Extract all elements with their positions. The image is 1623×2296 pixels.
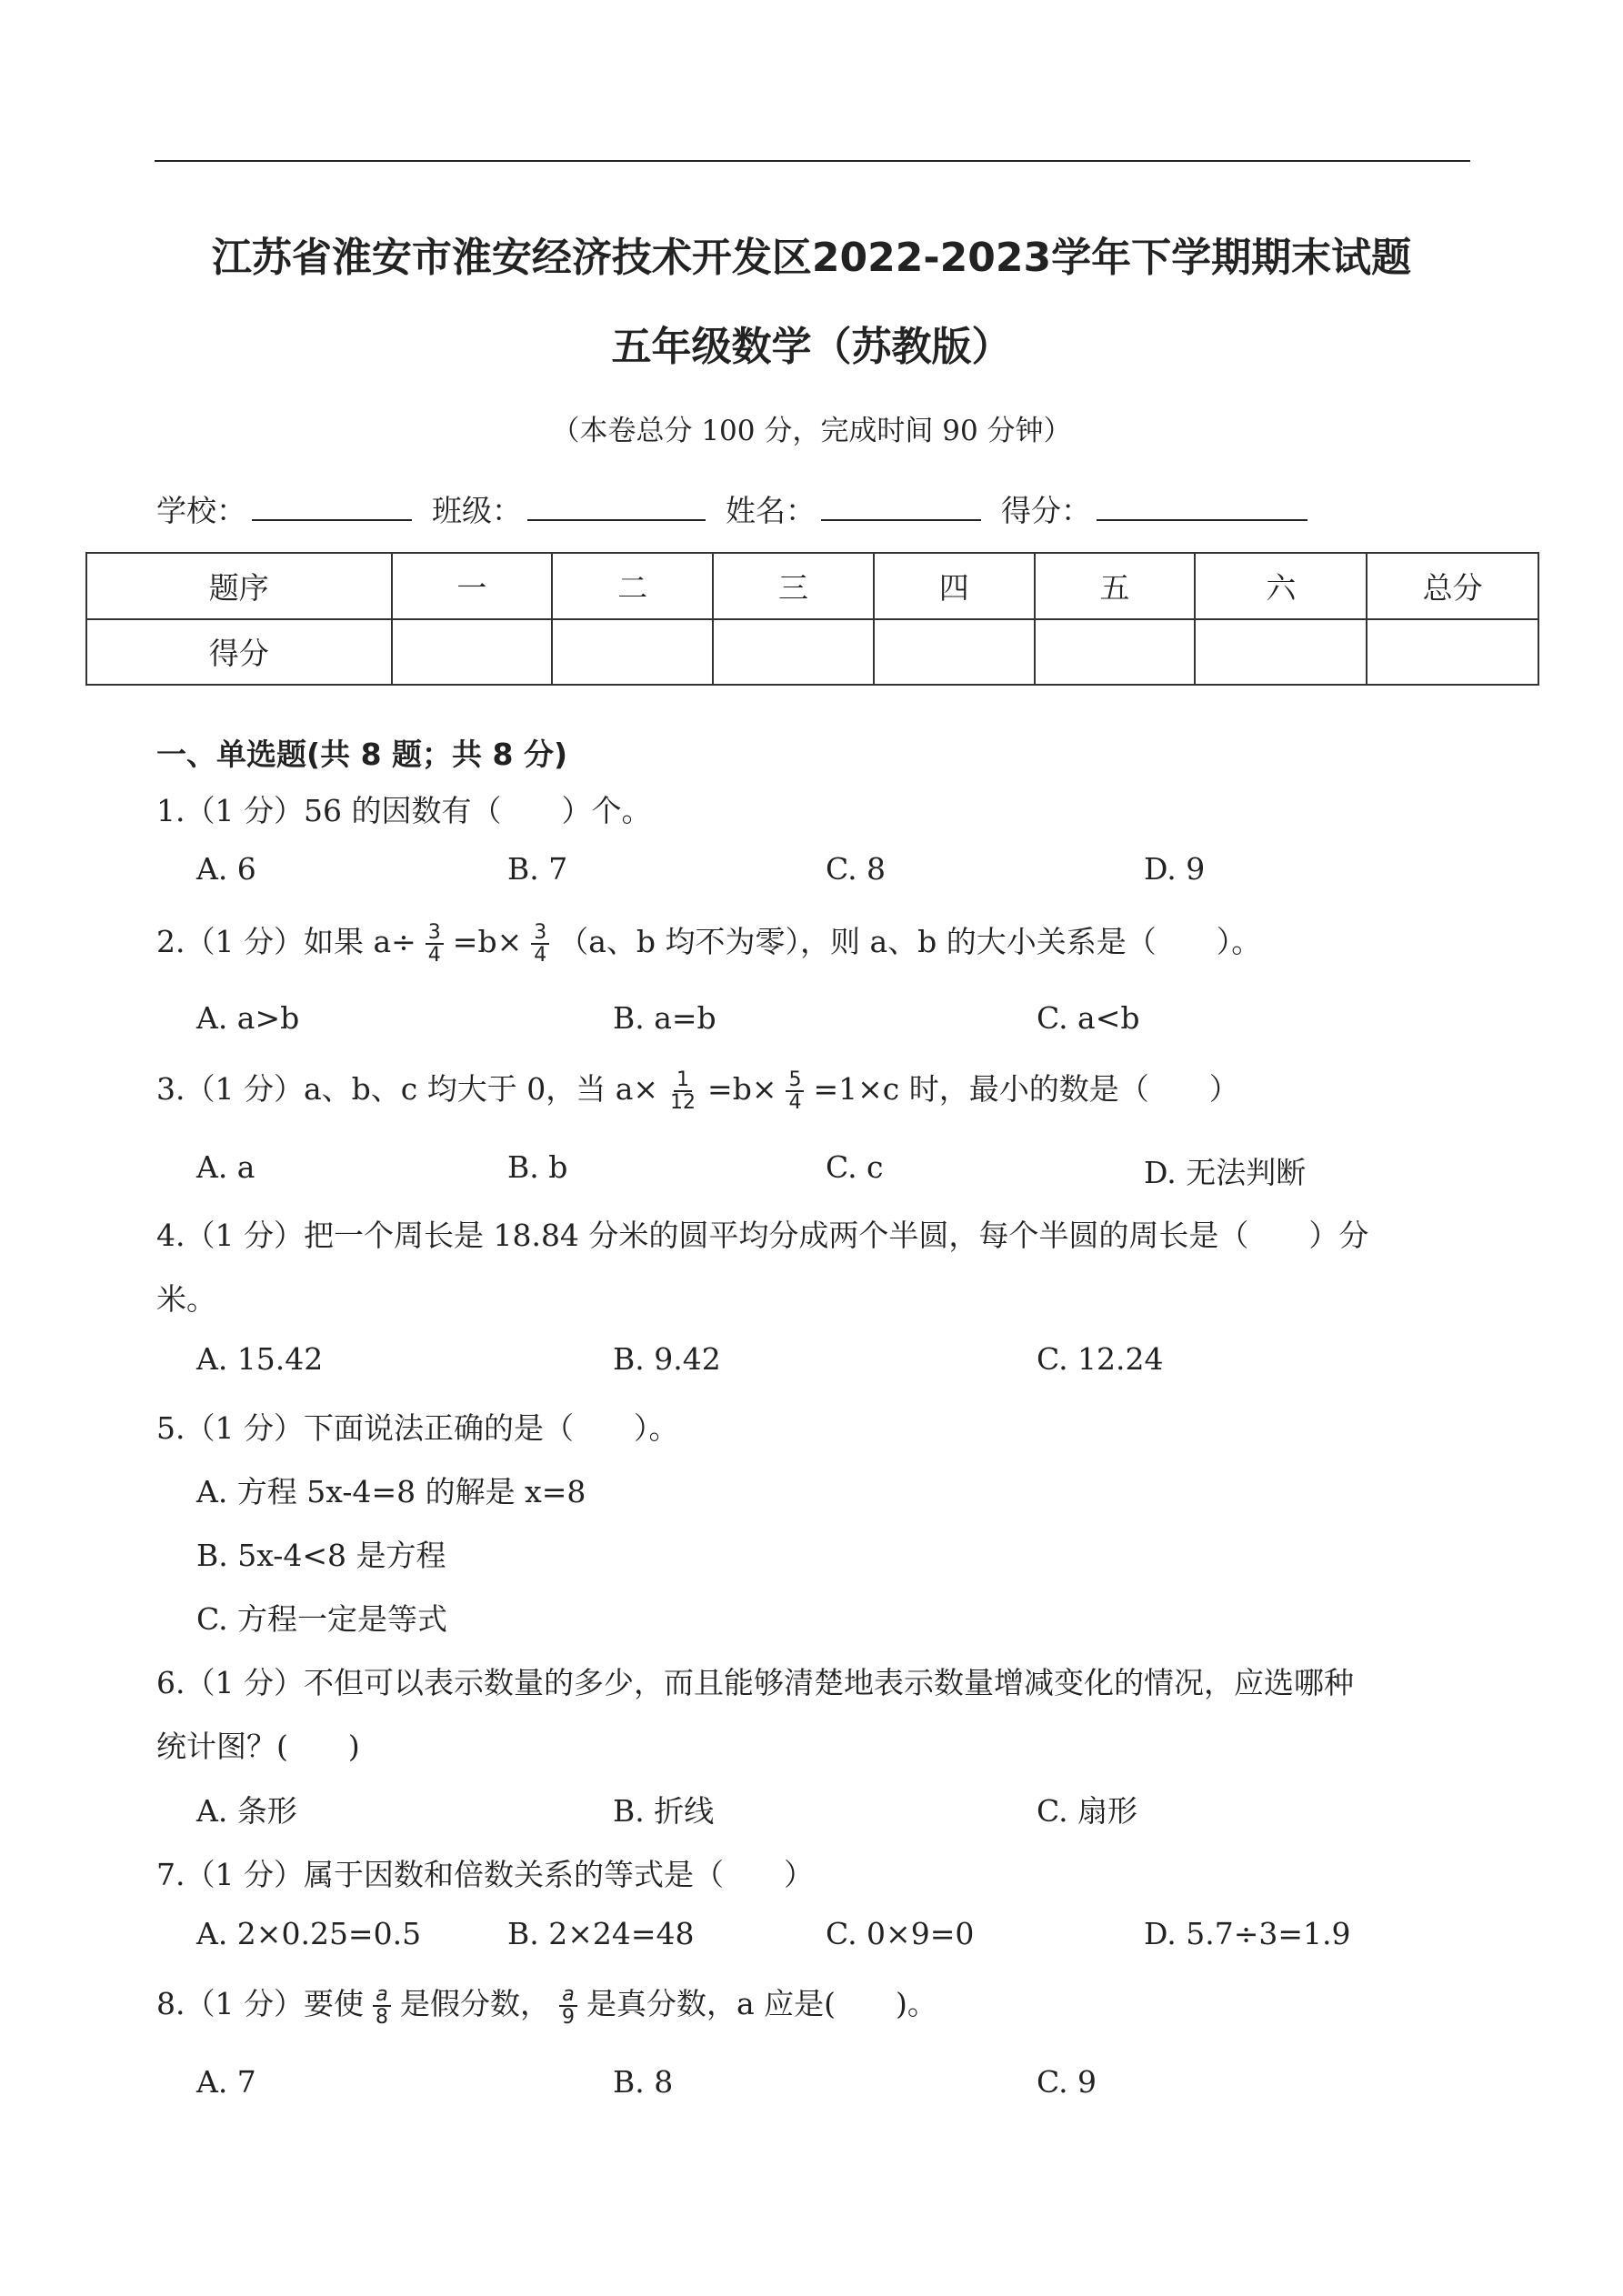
question-5-stem: 5.（1 分）下面说法正确的是（ ）。 [156, 1410, 679, 1446]
score-row-label: 得分 [86, 619, 392, 686]
question-6-stem-line2: 统计图？( ) [156, 1729, 360, 1764]
score-table [85, 552, 1539, 686]
question-3-text-c: =1×c 时，最小的数是（ ） [813, 1071, 1239, 1107]
score-header-cell: 三 [713, 553, 874, 619]
question-4-option[interactable]: C. 12.24 [1037, 1341, 1164, 1377]
question-8-option[interactable]: C. 9 [1037, 2064, 1097, 2100]
fraction-denominator: 4 [534, 944, 547, 967]
question-4-option[interactable]: A. 15.42 [196, 1341, 324, 1377]
score-cell[interactable] [1367, 619, 1538, 686]
question-4-stem-line2: 米。 [156, 1281, 216, 1317]
fraction-denominator: 12 [670, 1091, 696, 1114]
name-label: 姓名： [726, 493, 816, 528]
question-5-option[interactable]: B. 5x-4<8 是方程 [196, 1538, 446, 1573]
question-2-text-a: 2.（1 分）如果 a÷ [156, 924, 416, 959]
header-rule [155, 160, 1470, 162]
score-cell[interactable] [1195, 619, 1367, 686]
question-3-stem [156, 1066, 1239, 1113]
score-cell[interactable] [392, 619, 553, 686]
question-8-text-a: 8.（1 分）要使 [156, 1986, 364, 2021]
fraction-denominator: 4 [788, 1091, 802, 1114]
question-5-option[interactable]: A. 方程 5x-4=8 的解是 x=8 [196, 1474, 586, 1509]
fraction [559, 1984, 577, 2028]
score-table-score-row [86, 619, 1538, 686]
score-header-cell: 四 [874, 553, 1035, 619]
question-7-stem: 7.（1 分）属于因数和倍数关系的等式是（ ） [156, 1857, 814, 1892]
fraction [426, 922, 444, 966]
question-3-option[interactable]: A. a [196, 1149, 255, 1185]
fraction [667, 1069, 698, 1113]
school-label: 学校： [156, 493, 246, 528]
question-2-option[interactable]: A. a>b [196, 1000, 300, 1036]
question-6-option[interactable]: C. 扇形 [1037, 1793, 1138, 1829]
question-3-text-b: =b× [707, 1071, 777, 1107]
fraction [531, 922, 549, 966]
question-8-text-c: 是真分数，a 应是( )。 [586, 1986, 937, 2021]
fraction-numerator: 3 [426, 922, 444, 945]
school-field[interactable] [252, 492, 412, 521]
score-cell[interactable] [874, 619, 1035, 686]
question-7-option[interactable]: A. 2×0.25=0.5 [196, 1916, 422, 1951]
name-field[interactable] [821, 492, 981, 521]
question-8-option[interactable]: A. 7 [196, 2064, 256, 2100]
question-3-option[interactable]: B. b [507, 1149, 568, 1185]
question-7-option[interactable]: B. 2×24=48 [507, 1916, 695, 1951]
fraction-denominator: 4 [427, 944, 441, 967]
student-info-line [156, 487, 1327, 530]
question-6-stem-line1: 6.（1 分）不但可以表示数量的多少，而且能够清楚地表示数量增减变化的情况，应选哪种 [156, 1665, 1354, 1700]
question-1-option[interactable]: C. 8 [826, 851, 887, 887]
score-cell[interactable] [713, 619, 874, 686]
question-3-option[interactable]: D. 无法判断 [1144, 1155, 1307, 1190]
question-2-text-b: =b× [452, 924, 523, 959]
question-6-option[interactable]: B. 折线 [613, 1793, 715, 1829]
question-5-option[interactable]: C. 方程一定是等式 [196, 1601, 448, 1637]
fraction-numerator: a [562, 1982, 575, 2006]
score-table-header-row [86, 553, 1538, 619]
fraction-denominator: 8 [375, 2006, 388, 2029]
question-4-option[interactable]: B. 9.42 [613, 1341, 721, 1377]
question-7-option[interactable]: C. 0×9=0 [826, 1916, 975, 1951]
question-8-text-b: 是假分数， [399, 1986, 550, 2021]
question-2-option[interactable]: C. a<b [1037, 1000, 1140, 1036]
question-3-text-a: 3.（1 分）a、b、c 均大于 0，当 a× [156, 1071, 659, 1107]
question-1-option[interactable]: A. 6 [196, 851, 256, 887]
class-field[interactable] [527, 492, 706, 521]
question-6-option[interactable]: A. 条形 [196, 1793, 297, 1829]
question-2-option[interactable]: B. a=b [613, 1000, 716, 1036]
score-header-cell: 总分 [1367, 553, 1538, 619]
question-3-option[interactable]: C. c [826, 1149, 884, 1185]
section-title: 一、单选题(共 8 题；共 8 分) [156, 737, 568, 772]
score-header-cell: 二 [552, 553, 713, 619]
exam-title: 江苏省淮安市淮安经济技术开发区2022-2023学年下学期期末试题 [211, 235, 1412, 281]
fraction-denominator: 9 [561, 2006, 575, 2029]
class-label: 班级： [432, 493, 522, 528]
question-1-option[interactable]: D. 9 [1144, 851, 1206, 887]
score-cell[interactable] [552, 619, 713, 686]
score-header-cell: 题序 [86, 553, 392, 619]
exam-subtitle: 五年级数学（苏教版） [611, 324, 1012, 370]
question-7-option[interactable]: D. 5.7÷3=1.9 [1144, 1916, 1351, 1951]
fraction-numerator: a [376, 1982, 388, 2006]
question-8-stem [156, 1980, 937, 2028]
score-header-cell: 一 [392, 553, 553, 619]
fraction-numerator: 5 [786, 1069, 804, 1092]
score-cell[interactable] [1035, 619, 1196, 686]
exam-note: （本卷总分 100 分，完成时间 90 分钟） [551, 415, 1072, 447]
score-field[interactable] [1097, 492, 1307, 521]
question-1-option[interactable]: B. 7 [507, 851, 568, 887]
question-2-stem [156, 918, 1261, 966]
score-label: 得分： [1001, 493, 1091, 528]
score-header-cell: 六 [1195, 553, 1367, 619]
fraction-numerator: 1 [674, 1069, 692, 1092]
question-1-stem: 1.（1 分）56 的因数有（ ）个。 [156, 793, 652, 828]
question-2-text-c: （a、b 均不为零），则 a、b 的大小关系是（ ）。 [558, 924, 1262, 959]
question-8-option[interactable]: B. 8 [613, 2064, 674, 2100]
fraction [373, 1984, 391, 2028]
fraction-numerator: 3 [531, 922, 549, 945]
score-header-cell: 五 [1035, 553, 1196, 619]
question-4-stem-line1: 4.（1 分）把一个周长是 18.84 分米的圆平均分成两个半圆，每个半圆的周长是（ ）分 [156, 1218, 1369, 1253]
fraction [786, 1069, 804, 1113]
